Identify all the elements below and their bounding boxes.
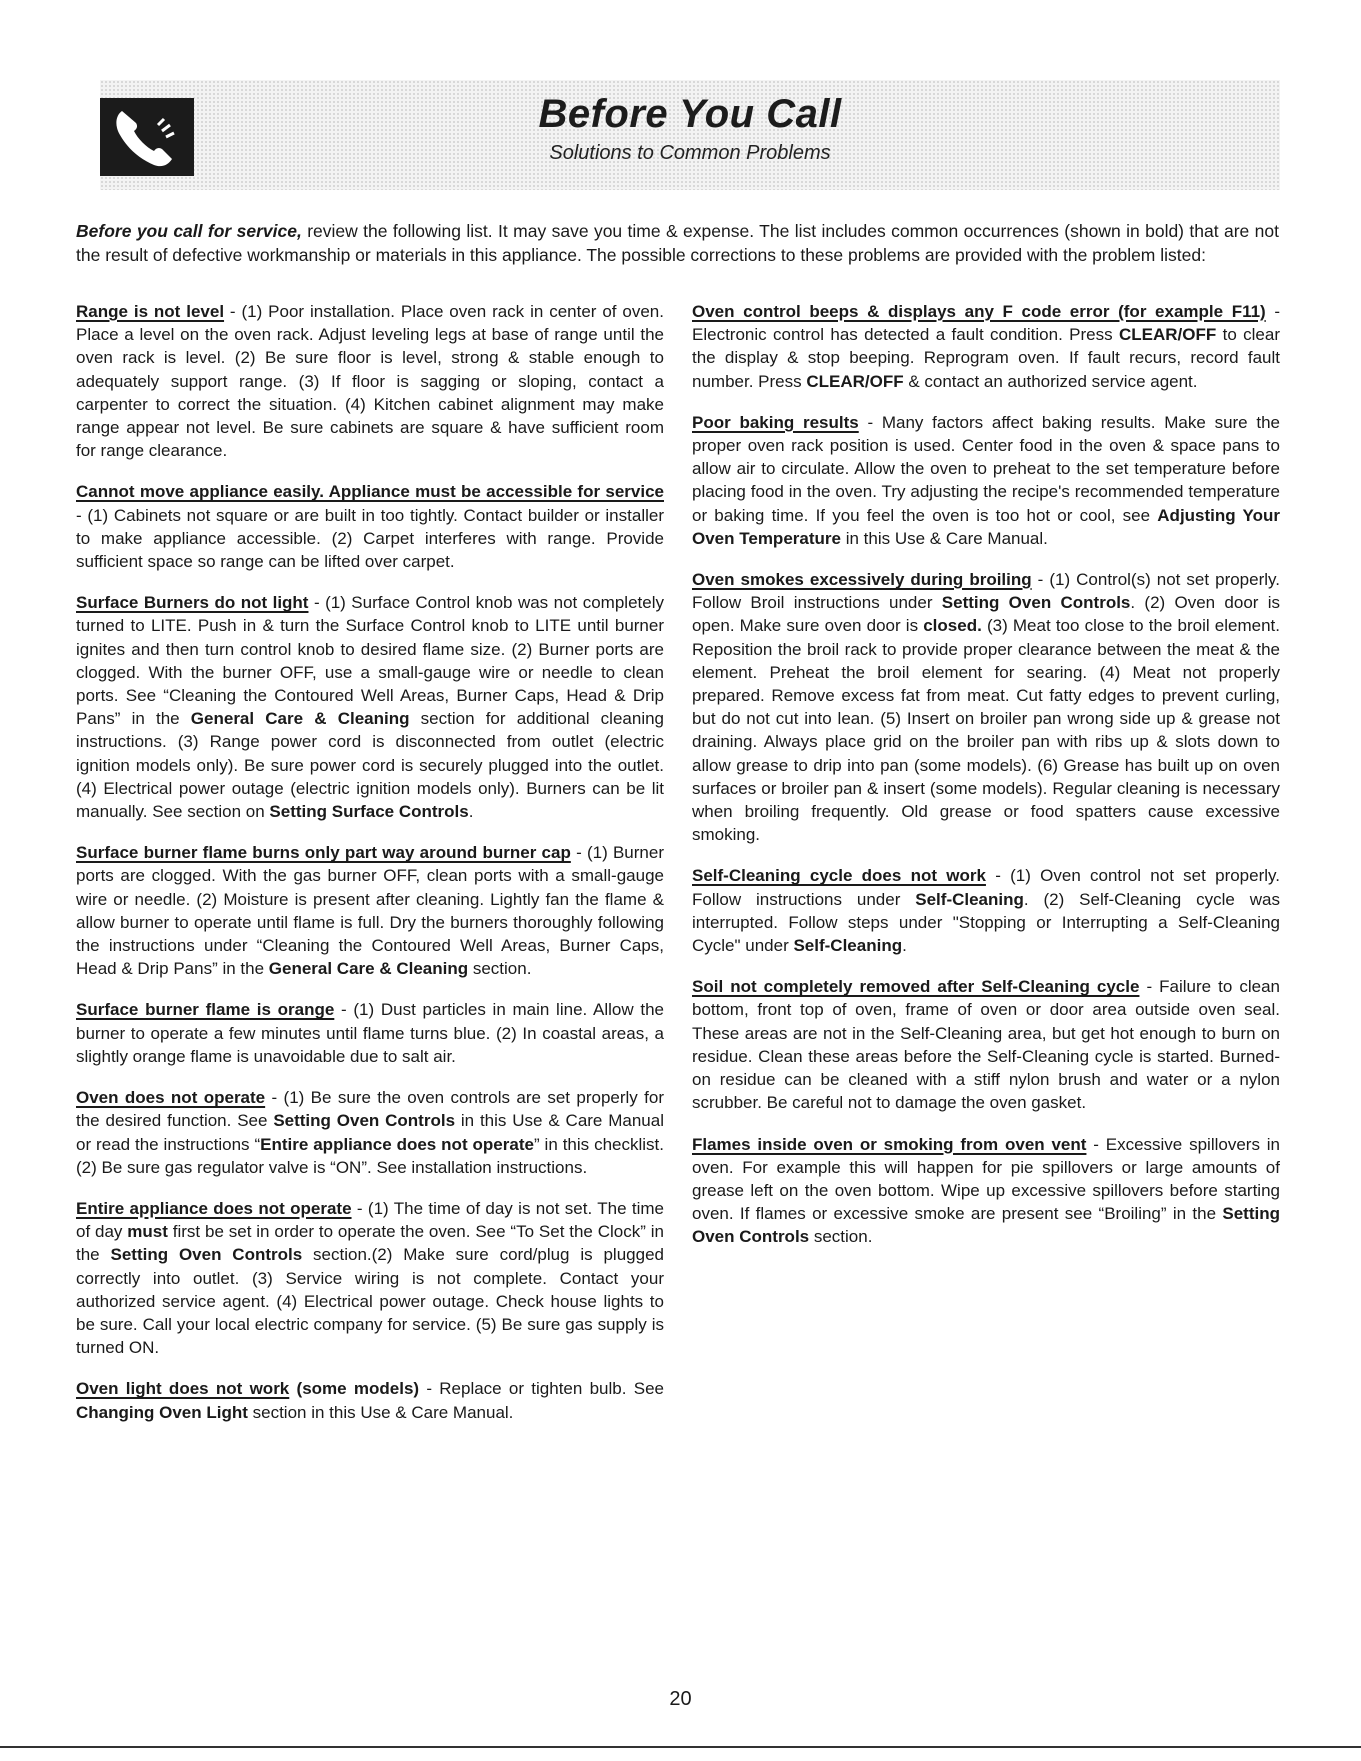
item-text: & contact an authorized service agent. <box>903 371 1198 391</box>
item-bold-reference: Setting Surface Controls <box>269 802 469 822</box>
troubleshooting-item <box>692 411 1280 550</box>
troubleshooting-item <box>76 1086 664 1179</box>
item-text: - (1) Poor installation. Place oven rack in center of oven. Place a level on the oven rack. Adjust leveling legs at base of range until the oven rack is level. (2) Be sure floor is level, strong & stable enough to adequately support range. (3) If floor is sagging or sloping, contact a carpenter to correct the situation. (4) Kitchen cabinet alignment may make range appear not level. Be sure cabinets are square & have sufficient room for range clearance. <box>76 302 664 461</box>
bottom-divider <box>0 1746 1361 1748</box>
item-text: - Failure to clean bottom, front top of oven, frame of oven or door area outside oven seal. These areas are not in the Self-Cleaning area, but get hot enough to burn on residue. Clean these areas before the Self-Cleaning cycle is started. Burned-on residue can be cleaned with a stiff nylon brush and water or a nylon scrubber. Be careful not to damage the oven gasket. <box>692 977 1281 1113</box>
troubleshooting-item <box>692 864 1280 957</box>
item-heading: Entire appliance does not operate <box>76 1198 352 1218</box>
item-heading: Surface burner flame burns only part way around burner cap <box>76 843 571 863</box>
item-bold-reference: Setting Oven Controls <box>692 1204 1280 1247</box>
item-heading: Oven control beeps & displays any F code error (for example F11) <box>692 302 1266 321</box>
troubleshooting-item <box>692 568 1280 846</box>
left-column <box>76 300 664 1442</box>
item-bold-reference: General Care & Cleaning <box>190 709 410 729</box>
item-text: - (1) Control(s) not set properly. Follow Broil instructions under <box>692 570 1280 613</box>
item-text: section for additional cleaning instructions. (3) Range power cord is disconnected from outlet (electric ignition models only). Be sure power cord is securely plugged into the outlet. (4) Electrical power outage (electric ignition models only). Burners can be lit manually. See section on <box>76 709 665 822</box>
item-bold-reference: Setting Oven Controls <box>941 593 1131 613</box>
item-bold-reference: Self-Cleaning <box>793 936 903 956</box>
troubleshooting-item <box>76 841 664 980</box>
item-heading: Soil not completely removed after Self-Cleaning cycle <box>692 977 1140 997</box>
item-text: - Replace or tighten bulb. See <box>419 1379 664 1399</box>
intro-lead: Before you call for service, <box>76 221 302 241</box>
item-text: section. <box>809 1227 873 1247</box>
item-text: (3) Meat too close to the broil element. Reposition the broil rack to provide proper clearance between the meat & the element. Preheat the broil element for searing. (4) Meat not properly prepared. Remove excess fat from meat. Cut fatty edges to prevent curling, but do not cut into lean. (5) Insert on broiler pan wrong side up & grease not draining. Always place grid on the broiler pan with ribs up & slots down to allow grease to drip into pan (some models). (6) Grease has built up on oven surfaces or broiler pan & insert (some models). Regular cleaning is necessary when broiling frequently. Old grease or food spatters cause excessive smoking. <box>692 616 1280 845</box>
item-heading: Self-Cleaning cycle does not work <box>692 866 986 886</box>
item-text: - (1) Be sure the oven controls are set properly for the desired function. See <box>76 1088 664 1131</box>
troubleshooting-item <box>76 1377 664 1423</box>
item-text: - (1) Oven control not set properly. Follow instructions under <box>692 866 1280 909</box>
troubleshooting-item <box>76 998 664 1068</box>
item-heading: Range is not level <box>76 302 225 321</box>
item-bold-reference: must <box>127 1222 168 1242</box>
troubleshooting-item <box>76 1197 664 1359</box>
item-bold-reference: General Care & Cleaning <box>268 959 469 979</box>
item-heading: Poor baking results <box>692 412 859 432</box>
item-heading: Oven light does not work <box>76 1379 290 1399</box>
page-header <box>100 80 1280 190</box>
troubleshooting-item <box>76 300 664 462</box>
page-title: Before You Call <box>538 92 842 136</box>
item-text: - (1) Cabinets not square or are built in too tightly. Contact builder or installer to make appliance accessible. (2) Carpet interferes with range. Provide sufficient space so range can be lifted over carpet. <box>76 505 664 572</box>
item-text: in this Use & Care Manual. <box>840 528 1048 548</box>
intro-paragraph <box>76 220 1279 267</box>
page-number: 20 <box>669 1688 692 1710</box>
item-heading: Oven does not operate <box>76 1088 266 1108</box>
item-text: ” in this checklist. (2) Be sure gas regulator valve is “ON”. See installation instructions. <box>76 1134 664 1177</box>
item-text: in this Use & Care Manual or read the instructions “ <box>76 1111 664 1154</box>
item-text: - (1) Surface Control knob was not completely turned to LITE. Push in & turn the Surface Control knob to LITE until burner ignites and then turn control knob to desired flame size. (2) Burner ports are clogged. With the burner OFF, use a small-gauge wire or needle to clean ports. See “Cleaning the Contoured Well Areas, Burner Caps, Head & Drip Pans” in the <box>76 593 664 729</box>
troubleshooting-item <box>76 591 664 823</box>
item-text: . <box>902 936 907 956</box>
item-heading: Flames inside oven or smoking from oven vent <box>692 1134 1087 1154</box>
troubleshooting-item <box>692 975 1280 1114</box>
item-text: - Many factors affect baking results. Make sure the proper oven rack position is used. Center food in the oven & space pans to allow air to circulate. Allow the oven to preheat to the set temperature before placing food in the oven. Try adjusting the recipe's recommended temperature or baking time. If you feel the oven is too hot or cool, see <box>692 412 1281 525</box>
item-text: section.(2) Make sure cord/plug is plugged correctly into outlet. (3) Service wiring is not complete. Contact your authorized service agent. (4) Electrical power outage. Check house lights to be sure. Call your local electric company for service. (5) Be sure gas supply is turned ON. <box>76 1245 664 1358</box>
item-bold-reference: CLEAR/OFF <box>1118 325 1217 345</box>
item-text: - (1) Burner ports are clogged. With the gas burner OFF, clean ports with a small-gauge wire or needle. (2) Moisture is present after cleaning. Lightly fan the flame & allow burner to operate until flame is full. Dry the burners thoroughly following the instructions under “Cleaning the Contoured Well Areas, Burner Caps, Head & Drip Pans” in the <box>76 843 664 979</box>
item-bold-reference: Changing Oven Light <box>76 1402 248 1422</box>
item-text: . <box>468 802 474 822</box>
item-heading: Surface burner flame is orange <box>76 1000 335 1020</box>
troubleshooting-item <box>692 300 1280 393</box>
item-bold-reference: Setting Oven Controls <box>110 1245 303 1265</box>
item-bold-reference: CLEAR/OFF <box>806 371 904 391</box>
item-heading: Cannot move appliance easily. Appliance must be accessible for service <box>76 482 664 502</box>
item-bold-reference: Adjusting Your Oven Temperature <box>692 505 1280 548</box>
troubleshooting-item <box>76 480 664 573</box>
item-text: - (1) Dust particles in main line. Allow the burner to operate a few minutes until flame turns blue. (2) In coastal areas, a slightly orange flame is unavoidable due to salt air. <box>76 1000 664 1066</box>
item-text: - Electronic control has detected a fault condition. Press <box>692 302 1280 345</box>
item-heading: Surface Burners do not light <box>76 593 309 613</box>
item-heading: Oven smokes excessively during broiling <box>692 570 1032 590</box>
right-column <box>692 300 1280 1267</box>
item-text: - Excessive spillovers in oven. For example this will happen for pie spillovers or large amounts of grease left on the oven bottom. Wipe up excessive spillovers before starting oven. If flames or excessive smoke are present see “Broiling” in the <box>692 1134 1280 1224</box>
item-bold-reference: Entire appliance does not operate <box>260 1134 534 1154</box>
item-bold-reference: Self-Cleaning <box>915 889 1024 909</box>
item-bold-reference: (some models) <box>289 1379 420 1399</box>
page-subtitle: Solutions to Common Problems <box>549 142 831 164</box>
item-bold-reference: Setting Oven Controls <box>273 1111 456 1131</box>
item-text: to clear the display & stop beeping. Reprogram oven. If fault recurs, record fault number. Press <box>692 325 1280 391</box>
item-text: . (2) Oven door is open. Make sure oven door is <box>692 593 1281 636</box>
intro-text: review the following list. It may save you time & expense. The list includes common occurrences (shown in bold) that are not the result of defective workmanship or materials in this appliance. The possible corrections to these problems are provided with the problem listed: <box>76 221 1279 265</box>
item-text: section. <box>468 959 532 979</box>
item-bold-reference: closed. <box>923 616 982 636</box>
item-text: - (1) The time of day is not set. The time of day <box>76 1198 664 1242</box>
item-text: section in this Use & Care Manual. <box>247 1402 514 1422</box>
item-text: . (2) Self-Cleaning cycle was interrupted. Follow steps under "Stopping or Interrupting a Self-Cleaning Cycle" under <box>692 889 1280 956</box>
troubleshooting-item <box>692 1133 1280 1249</box>
item-text: first be set in order to operate the oven. See “To Set the Clock” in the <box>76 1222 664 1265</box>
